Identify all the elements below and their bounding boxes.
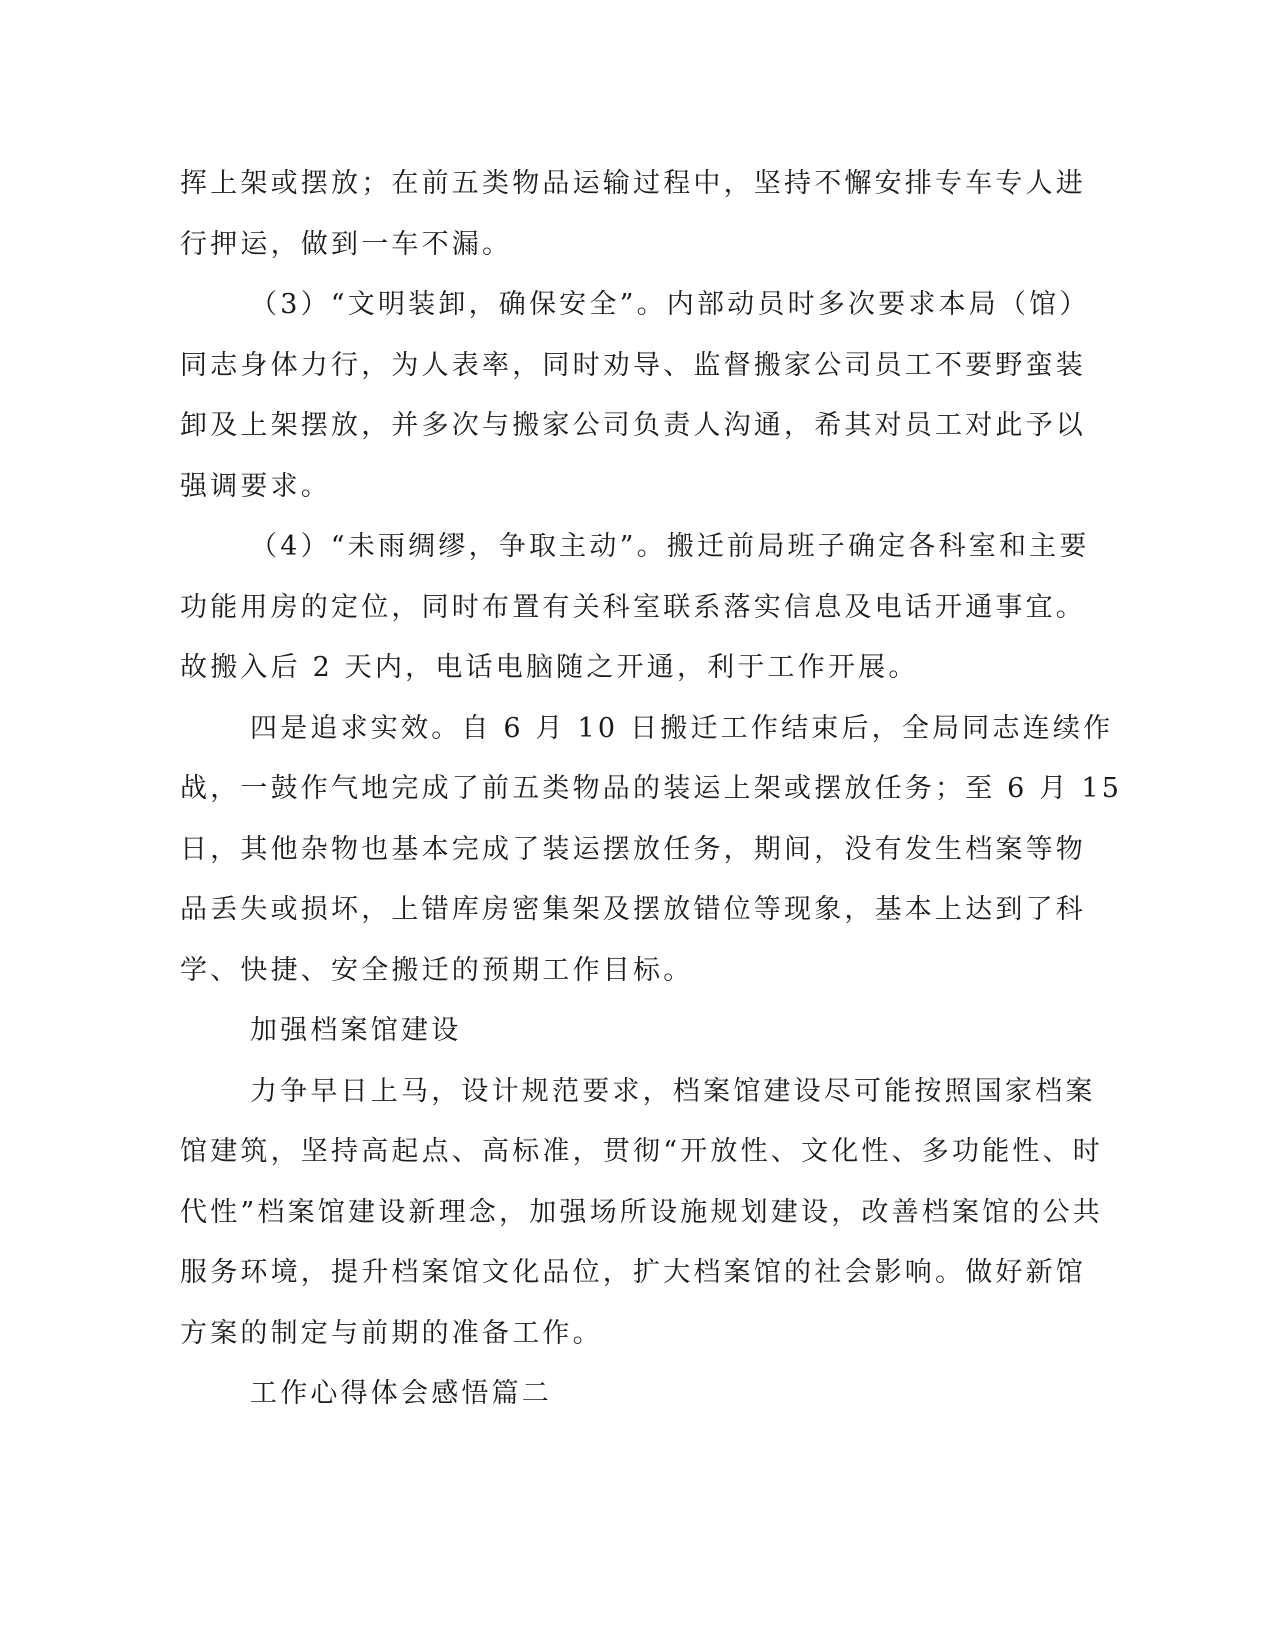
text-line: 方案的制定与前期的准备工作。 xyxy=(180,1317,603,1349)
text-line: 代性”档案馆建设新理念，加强场所设施规划建设，改善档案馆的公共 xyxy=(180,1196,1104,1228)
paragraph-effectiveness xyxy=(180,699,1123,1002)
paragraph-continuation xyxy=(180,154,1086,275)
text-line: （4）“未雨绸缪，争取主动”。搬迁前局班子确定各科室和主要 xyxy=(250,531,1090,562)
text-line: 强调要求。 xyxy=(180,470,331,502)
text-line: 学、快捷、安全搬迁的预期工作目标。 xyxy=(180,954,694,986)
text-line: 战，一鼓作气地完成了前五类物品的装运上架或摆放任务；至 6 月 15 xyxy=(180,773,1123,804)
text-line: 故搬入后 2 天内，电话电脑随之开通，利于工作开展。 xyxy=(180,652,919,683)
text-line: 行押运，做到一车不漏。 xyxy=(180,228,513,260)
text-line: 服务环境，提升档案馆文化品位，扩大档案馆的社会影响。做好新馆 xyxy=(180,1257,1086,1288)
paragraph-archive-construction xyxy=(180,1062,1104,1365)
text-line: 品丢失或损坏，上错库房密集架及摆放错位等现象，基本上达到了科 xyxy=(180,894,1086,925)
paragraph-civilized-loading xyxy=(180,275,1090,517)
paragraph-proactive-planning xyxy=(180,517,1090,699)
section-heading-archive-construction: 加强档案馆建设 xyxy=(250,1015,462,1046)
text-line: 力争早日上马，设计规范要求，档案馆建设尽可能按照国家档案 xyxy=(250,1075,1096,1107)
text-line: 四是追求实效。自 6 月 10 日搬迁工作结束后，全局同志连续作 xyxy=(250,712,1114,744)
text-line: 卸及上架摆放，并多次与搬家公司负责人沟通，希其对员工对此予以 xyxy=(180,410,1086,441)
text-line: 同志身体力行，为人表率，同时劝导、监督搬家公司员工不要野蛮装 xyxy=(180,349,1086,381)
section-heading-part-two: 工作心得体会感悟篇二 xyxy=(250,1378,552,1409)
text-line: 日，其他杂物也基本完成了装运摆放任务，期间，没有发生档案等物 xyxy=(180,833,1086,865)
text-line: 挥上架或摆放；在前五类物品运输过程中，坚持不懈安排专车专人进 xyxy=(180,168,1086,199)
text-line: 馆建筑，坚持高起点、高标准，贯彻“开放性、文化性、多功能性、时 xyxy=(180,1136,1104,1167)
text-line: 功能用房的定位，同时布置有关科室联系落实信息及电话开通事宜。 xyxy=(180,591,1086,623)
document-body xyxy=(180,154,1123,1425)
text-line: （3）“文明装卸，确保安全”。内部动员时多次要求本局（馆） xyxy=(250,289,1090,320)
